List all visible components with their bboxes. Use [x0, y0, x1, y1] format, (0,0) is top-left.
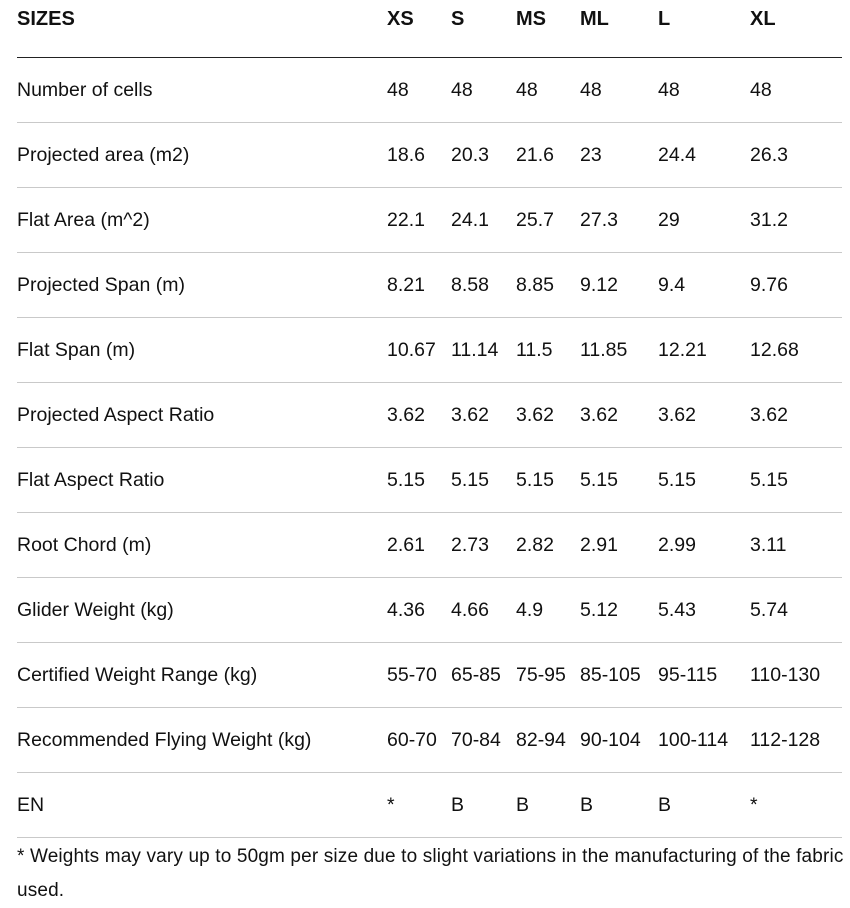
table-cell: 26.3	[750, 123, 842, 188]
table-cell: 4.36	[387, 578, 451, 643]
table-cell: 12.21	[658, 318, 750, 383]
table-row	[17, 513, 842, 578]
row-label: Certified Weight Range (kg)	[17, 643, 387, 708]
table-cell: 55-70	[387, 643, 451, 708]
table-cell: 3.62	[387, 383, 451, 448]
header-cell-xs: XS	[387, 0, 451, 58]
table-row	[17, 253, 842, 318]
table-cell: 82-94	[516, 708, 580, 773]
table-cell: 95-115	[658, 643, 750, 708]
row-label: Glider Weight (kg)	[17, 578, 387, 643]
table-cell: 11.85	[580, 318, 658, 383]
row-label: Root Chord (m)	[17, 513, 387, 578]
table-cell: 4.9	[516, 578, 580, 643]
table-cell: 8.85	[516, 253, 580, 318]
table-cell: 18.6	[387, 123, 451, 188]
table-row	[17, 708, 842, 773]
row-label: Flat Area (m^2)	[17, 188, 387, 253]
table-cell: 100-114	[658, 708, 750, 773]
row-label: Flat Span (m)	[17, 318, 387, 383]
table-cell: 112-128	[750, 708, 842, 773]
table-cell: 75-95	[516, 643, 580, 708]
table-cell: 3.62	[580, 383, 658, 448]
table-cell: B	[451, 773, 516, 838]
table-cell: 11.14	[451, 318, 516, 383]
table-cell: 65-85	[451, 643, 516, 708]
table-cell: 48	[658, 58, 750, 123]
table-cell: 8.58	[451, 253, 516, 318]
table-cell: 29	[658, 188, 750, 253]
table-cell: 2.91	[580, 513, 658, 578]
table-cell: 90-104	[580, 708, 658, 773]
table-cell: 8.21	[387, 253, 451, 318]
table-cell: 5.43	[658, 578, 750, 643]
row-label: Projected Span (m)	[17, 253, 387, 318]
table-row	[17, 448, 842, 513]
table-cell: *	[387, 773, 451, 838]
row-label: Flat Aspect Ratio	[17, 448, 387, 513]
table-cell: 24.1	[451, 188, 516, 253]
table-cell: 5.15	[387, 448, 451, 513]
table-cell: 21.6	[516, 123, 580, 188]
table-cell: 12.68	[750, 318, 842, 383]
header-cell-ml: ML	[580, 0, 658, 58]
table-cell: B	[580, 773, 658, 838]
row-label: EN	[17, 773, 387, 838]
table-cell: 48	[451, 58, 516, 123]
table-cell: 25.7	[516, 188, 580, 253]
row-label: Number of cells	[17, 58, 387, 123]
table-cell: 5.15	[580, 448, 658, 513]
table-cell: 2.99	[658, 513, 750, 578]
header-cell-s: S	[451, 0, 516, 58]
weight-footnote: * Weights may vary up to 50gm per size due to slight variations in the manufacturing of the fabric used.	[17, 846, 844, 901]
table-cell: 9.12	[580, 253, 658, 318]
table-cell: 3.11	[750, 513, 842, 578]
table-cell: 3.62	[658, 383, 750, 448]
table-cell: 48	[387, 58, 451, 123]
table-cell: 3.62	[451, 383, 516, 448]
table-cell: 2.82	[516, 513, 580, 578]
table-row	[17, 188, 842, 253]
table-cell: *	[750, 773, 842, 838]
row-label: Projected Aspect Ratio	[17, 383, 387, 448]
table-row	[17, 643, 842, 708]
table-cell: 5.15	[658, 448, 750, 513]
row-label: Projected area (m2)	[17, 123, 387, 188]
table-cell: 2.73	[451, 513, 516, 578]
header-row	[17, 0, 842, 58]
table-cell: 60-70	[387, 708, 451, 773]
table-cell: 5.15	[750, 448, 842, 513]
table-cell: 85-105	[580, 643, 658, 708]
table-row	[17, 578, 842, 643]
table-cell: 48	[516, 58, 580, 123]
table-cell: B	[658, 773, 750, 838]
table-cell: 27.3	[580, 188, 658, 253]
table-cell: 11.5	[516, 318, 580, 383]
table-cell: 23	[580, 123, 658, 188]
table-cell: 9.4	[658, 253, 750, 318]
table-row	[17, 773, 842, 838]
table-row	[17, 318, 842, 383]
table-cell: 48	[580, 58, 658, 123]
table-cell: 24.4	[658, 123, 750, 188]
header-cell-l: L	[658, 0, 750, 58]
table-cell: B	[516, 773, 580, 838]
header-cell-ms: MS	[516, 0, 580, 58]
table-cell: 20.3	[451, 123, 516, 188]
table-cell: 3.62	[516, 383, 580, 448]
table-row	[17, 123, 842, 188]
table-cell: 2.61	[387, 513, 451, 578]
table-cell: 22.1	[387, 188, 451, 253]
table-cell: 5.74	[750, 578, 842, 643]
table-cell: 10.67	[387, 318, 451, 383]
row-label: Recommended Flying Weight (kg)	[17, 708, 387, 773]
header-cell-xl: XL	[750, 0, 842, 58]
table-cell: 3.62	[750, 383, 842, 448]
table-cell: 70-84	[451, 708, 516, 773]
table-cell: 5.12	[580, 578, 658, 643]
table-row	[17, 58, 842, 123]
table-cell: 5.15	[451, 448, 516, 513]
table-cell: 110-130	[750, 643, 842, 708]
header-cell-sizes: SIZES	[17, 0, 387, 58]
table-cell: 31.2	[750, 188, 842, 253]
table-cell: 4.66	[451, 578, 516, 643]
table-cell: 48	[750, 58, 842, 123]
table-row	[17, 383, 842, 448]
table-cell: 5.15	[516, 448, 580, 513]
size-spec-table	[17, 0, 842, 838]
table-cell: 9.76	[750, 253, 842, 318]
